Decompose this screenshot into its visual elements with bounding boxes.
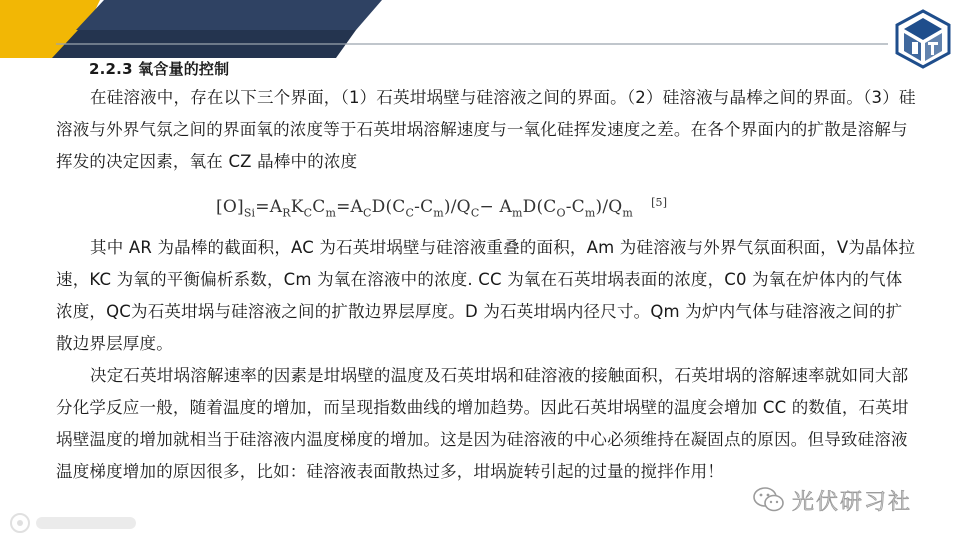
paragraph-variables: 其中 AR 为晶棒的截面积，AC 为石英坩埚壁与硅溶液重叠的面积，Am 为硅溶液与外界气氛面积面，V为晶体拉速，KC 为氧的平衡偏析系数，Cm 为氧在溶液中的浓度. CC 为氧在石英坩埚表面的浓度，C0 为氧在炉体内的气体浓度，QC为石英坩埚与硅溶液之间的扩散边界层厚度。D 为石英坩埚内径尺寸。Qm 为炉内气体与硅溶液之间的扩散边界层厚度。 [56, 238, 916, 353]
paragraph-dissolution: 决定石英坩埚溶解速率的因素是坩埚壁的温度及石英坩埚和硅溶液的接触面积，石英坩埚的溶解速率就如同大部分化学反应一般，随着温度的增加，而呈现指数曲线的增加趋势。因此石英坩埚壁的温度会增加 CC 的数值，石英坩埚壁温度的增加就相当于硅溶液内温度梯度的增加。这是因为硅溶液的中心必须维持在凝固点的原因。但导致硅溶液温度梯度增加的原因很多，比如：硅溶液表面散热过多，坩埚旋转引起的过量的搅拌作用！ [56, 366, 909, 481]
section-title: 2.2.3 氧含量的控制 [89, 60, 230, 78]
wechat-watermark [752, 480, 912, 520]
header-band [0, 0, 960, 60]
wechat-account-name: 光伏研习社 [792, 489, 913, 515]
paragraph-intro: 在硅溶液中，存在以下三个界面，（1）石英坩埚壁与硅溶液之间的界面。（2）硅溶液与晶棒之间的界面。（3）硅溶液与外界气氛之间的界面氧的浓度等于石英坩埚溶解速度与一氧化硅挥发速度之差。在各个界面内的扩散是溶解与挥发的决定因素，氧在 CZ 晶棒中的浓度 [56, 88, 916, 171]
oxygen-concentration-formula: $[O]_{Si}=A_RK_CC_m=A_CD(C_C-C_m)/Q_C- A_mD(C_O-C_m)/Q_m[5]$ [216, 196, 668, 220]
faded-watermark-icon [6, 508, 146, 538]
wechat-icon [752, 485, 786, 515]
content-area [56, 56, 916, 488]
reference-number: [5] [651, 196, 668, 209]
header-navy-light-bar [76, 0, 382, 30]
